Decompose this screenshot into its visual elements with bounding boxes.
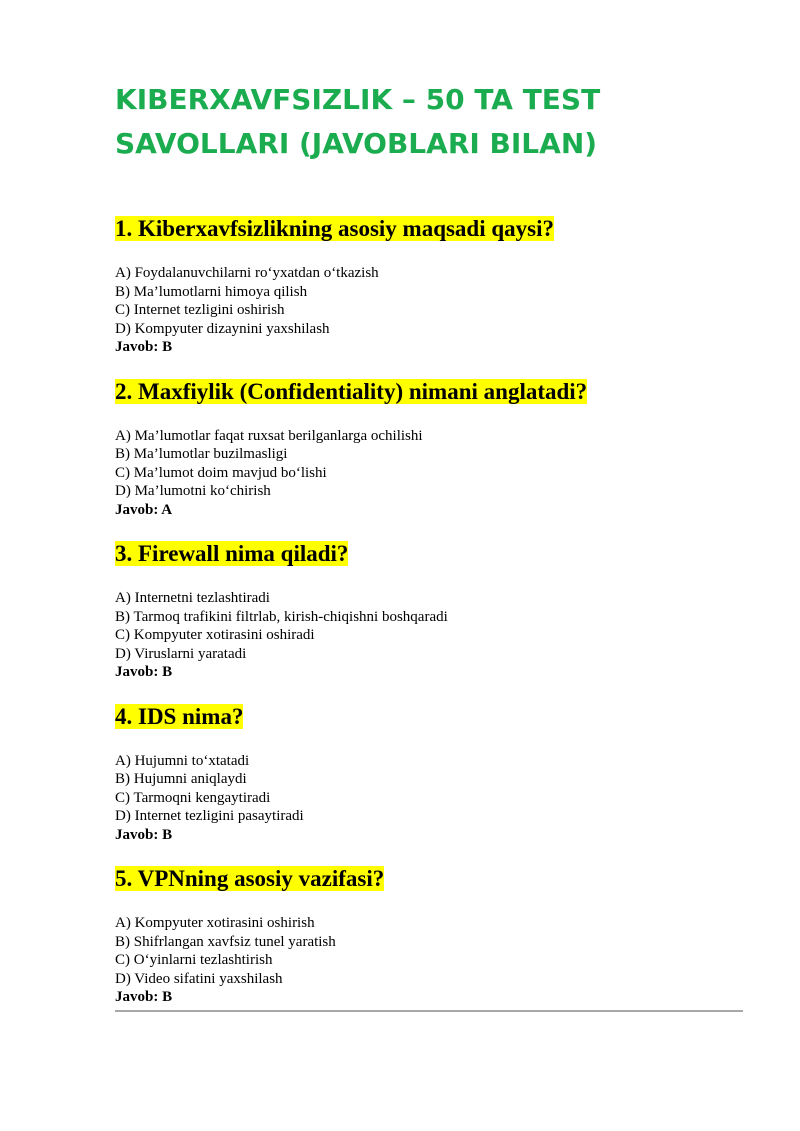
option-b: B) Tarmoq trafikini filtrlab, kirish-chiqishni boshqaradi <box>115 608 448 625</box>
option-b: B) Ma’lumotlarni himoya qilish <box>115 283 308 300</box>
question-text: 5. VPNning asosiy vazifasi? <box>115 866 385 891</box>
question-4 <box>115 702 743 845</box>
option-d: D) Kompyuter dizaynini yaxshilash <box>115 320 330 337</box>
option-d: D) Viruslarni yaratadi <box>115 645 247 662</box>
option-a: A) Hujumni to‘xtatadi <box>115 752 250 769</box>
option-a: A) Kompyuter xotirasini oshirish <box>115 915 315 931</box>
options-list <box>115 264 743 338</box>
question-heading <box>115 377 743 407</box>
question-text: 2. Maxfiylik (Confidentiality) nimani anglatadi? <box>115 378 588 404</box>
option-c: C) Internet tezligini oshirish <box>115 302 285 318</box>
document-title: KIBERXAVFSIZLIK – 50 TA TEST SAVOLLARI (JAVOBLARI BILAN) <box>115 83 601 160</box>
question-heading <box>115 214 743 244</box>
option-b: B) Hujumni aniqlaydi <box>115 771 247 787</box>
option-a: A) Internetni tezlashtiradi <box>115 590 270 606</box>
question-5 <box>115 864 743 1007</box>
horizontal-divider <box>115 1010 743 1012</box>
question-1 <box>115 214 743 357</box>
option-b: B) Ma’lumotlar buzilmasligi <box>115 446 288 462</box>
option-b: B) Shifrlangan xavfsiz tunel yaratish <box>115 933 336 950</box>
question-text: 4. IDS nima? <box>115 703 244 729</box>
question-heading <box>115 702 743 732</box>
answer-line: Javob: B <box>115 664 173 680</box>
options-list <box>115 589 743 663</box>
options-list <box>115 427 743 501</box>
option-c: C) Ma’lumot doim mavjud bo‘lishi <box>115 464 327 481</box>
answer-line: Javob: B <box>115 826 173 843</box>
option-c: C) O‘yinlarni tezlashtirish <box>115 952 273 968</box>
option-d: D) Internet tezligini pasaytiradi <box>115 808 304 824</box>
option-a: A) Ma’lumotlar faqat ruxsat berilganlarga ochilishi <box>115 427 423 444</box>
answer-line: Javob: A <box>115 501 173 518</box>
question-heading <box>115 864 743 894</box>
options-list <box>115 914 743 988</box>
option-c: C) Kompyuter xotirasini oshiradi <box>115 627 315 643</box>
question-text: 1. Kiberxavfsizlikning asosiy maqsadi qaysi? <box>115 216 554 241</box>
option-a: A) Foydalanuvchilarni ro‘yxatdan o‘tkazish <box>115 265 379 281</box>
answer-line: Javob: B <box>115 339 173 355</box>
options-list <box>115 752 743 826</box>
question-heading <box>115 539 743 569</box>
document-page <box>115 78 743 1027</box>
option-d: D) Video sifatini yaxshilash <box>115 970 283 987</box>
question-3 <box>115 539 743 682</box>
option-d: D) Ma’lumotni ko‘chirish <box>115 483 271 499</box>
option-c: C) Tarmoqni kengaytiradi <box>115 789 271 806</box>
question-2 <box>115 377 743 520</box>
question-text: 3. Firewall nima qiladi? <box>115 541 349 566</box>
answer-line: Javob: B <box>115 989 173 1005</box>
